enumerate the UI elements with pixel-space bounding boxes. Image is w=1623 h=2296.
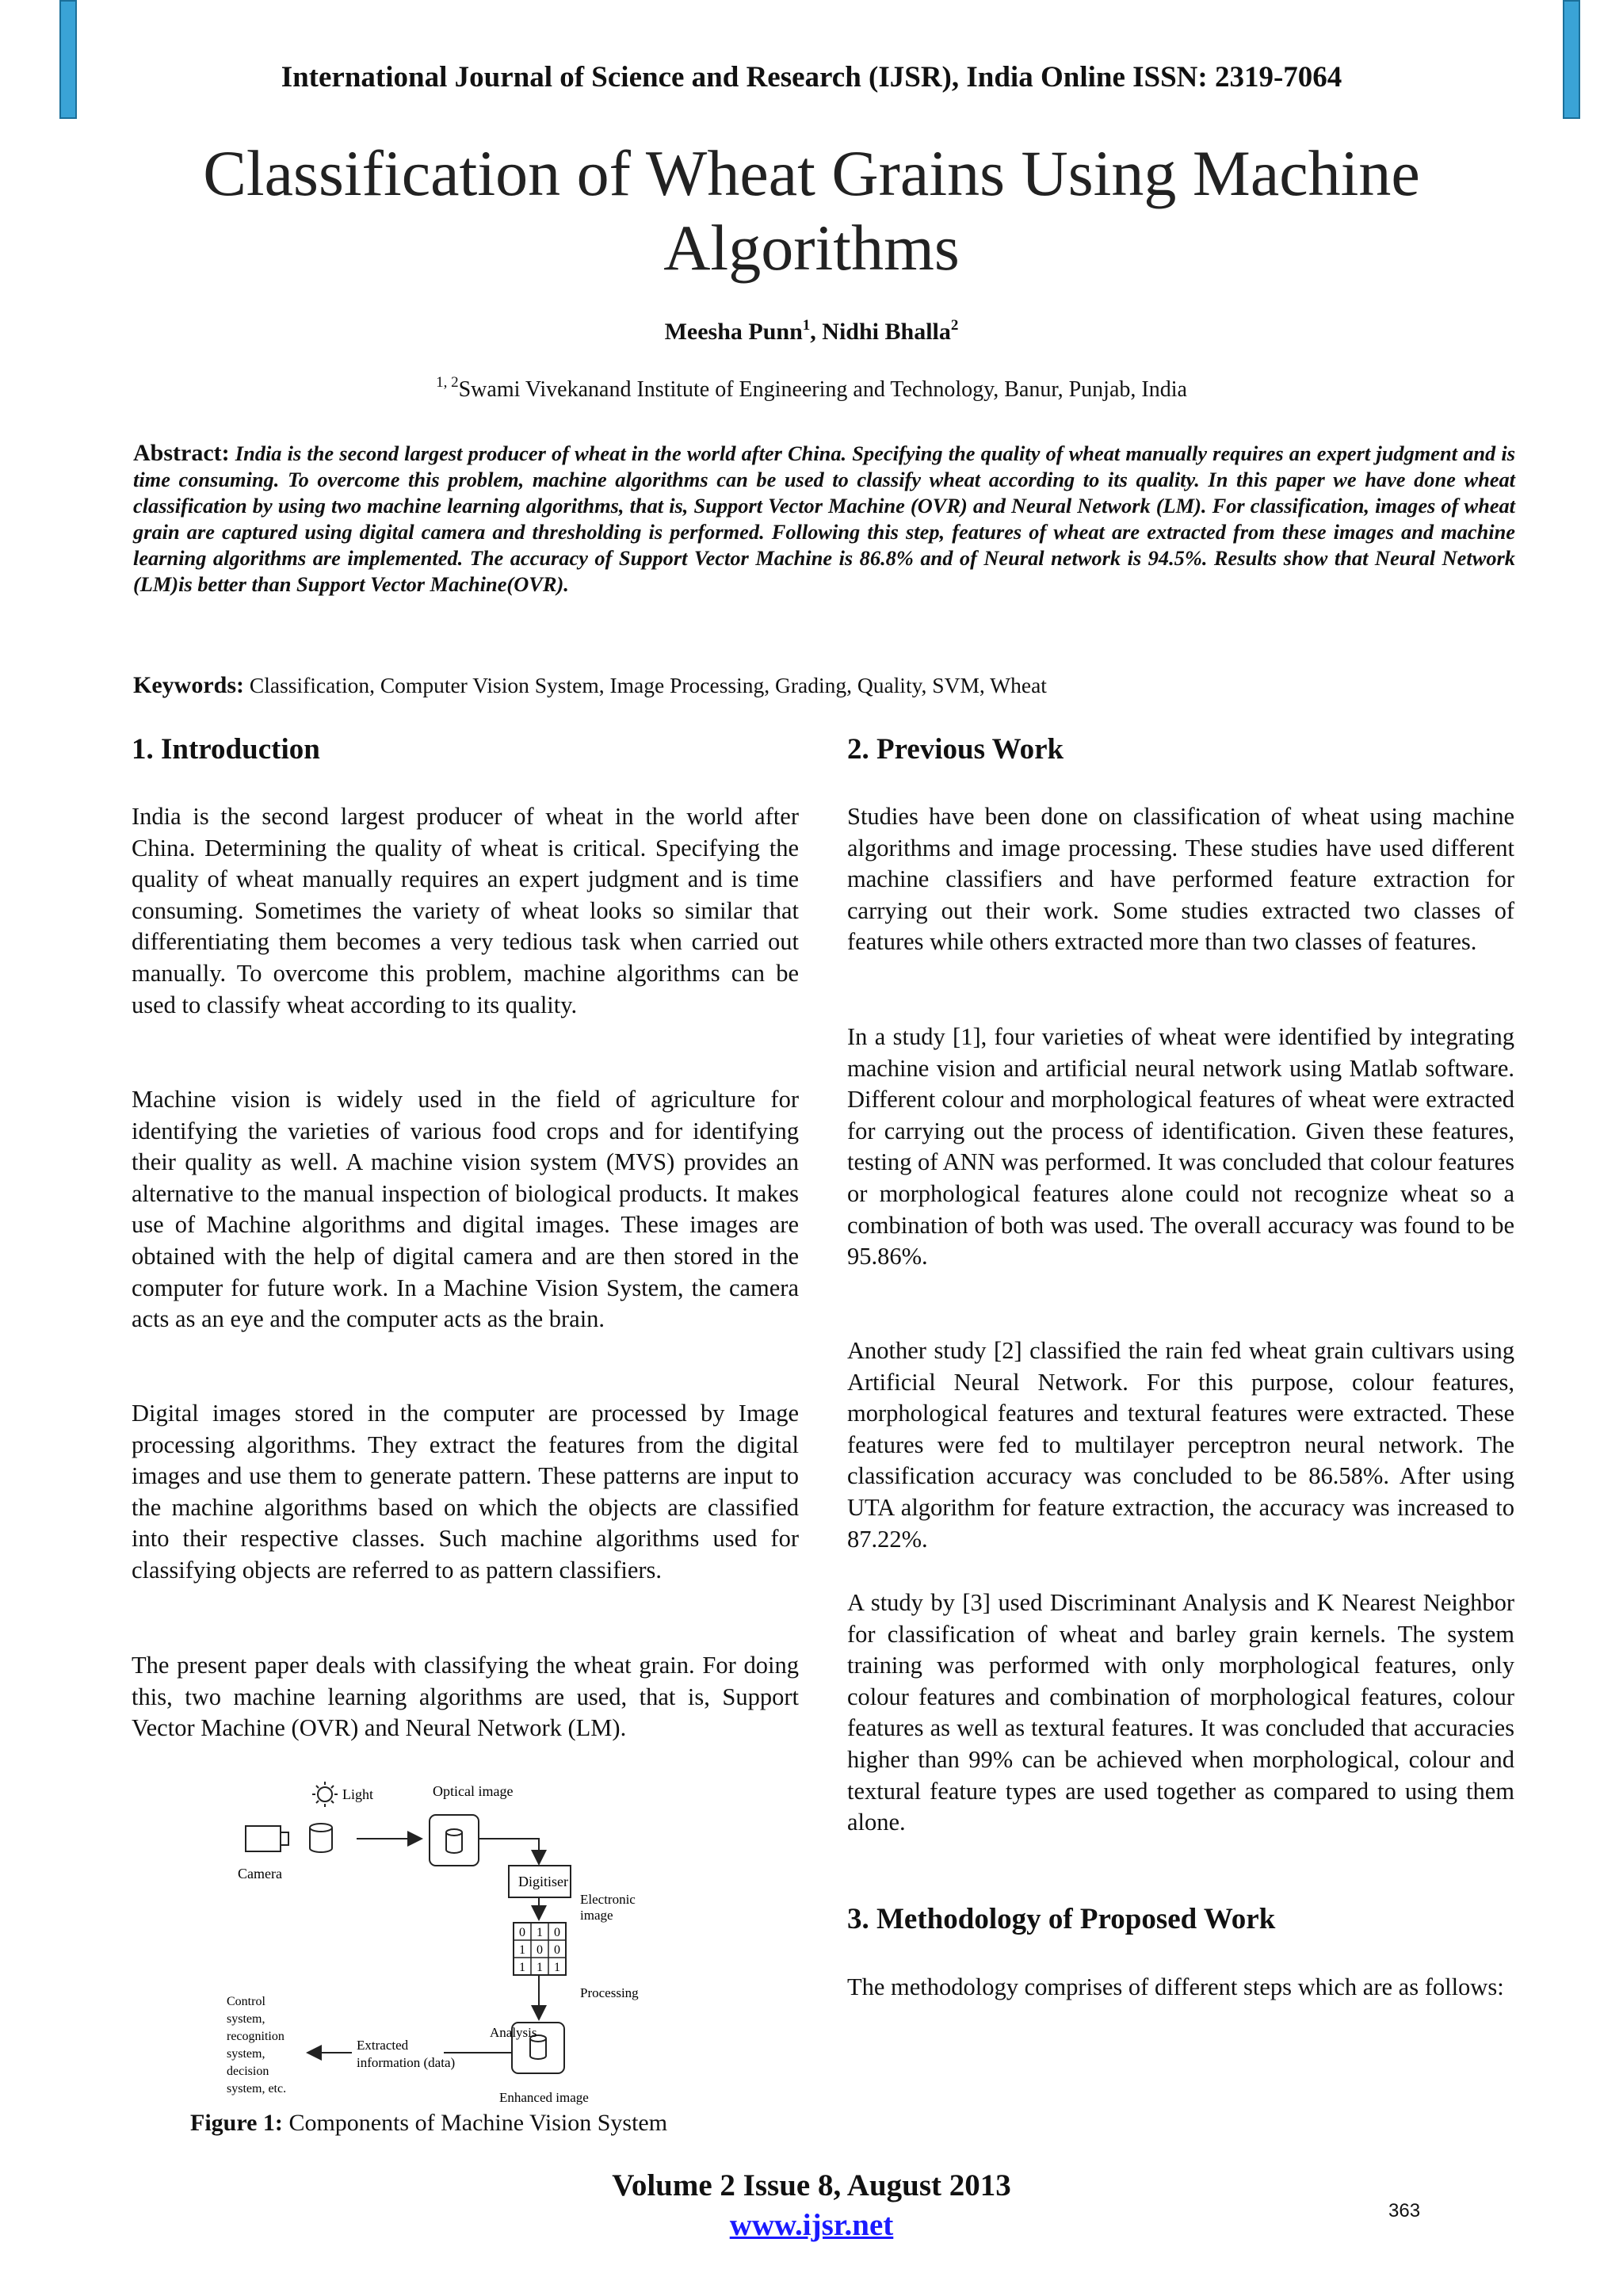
footer-volume: Volume 2 Issue 8, August 2013 <box>612 2168 1011 2202</box>
intro-heading: 1. Introduction <box>132 733 320 766</box>
intro-heading-block <box>132 732 799 767</box>
matrix-cell: 1 <box>554 1961 560 1974</box>
control-line: system, <box>227 2047 265 2061</box>
abstract-text: India is the second largest producer of wheat in the world after China. Specifying the quality of wheat manually requires an expert judgment and is time consuming. To overcome this problem, machine algorithms can be used to classify wheat according to its quality. In this paper we have done wheat classification by using two machine learning algorithms, that is, Support Vector Machine (OVR) and Neural Network (LM). For classification, images of wheat grain are captured using digital camera and thresholding is performed. Following this step, features of wheat are extracted from these images and machine learning algorithms are implemented. The accuracy of Support Vector Machine is 86.8% and of Neural network is 94.5%. Results show that Neural Network (LM)is better than Support Vector Machine(OVR). <box>133 441 1515 596</box>
intro-paragraph-2: Machine vision is widely used in the field of agriculture for identifying the varieties of various food crops and for identifying their quality as well. A machine vision system (MVS) provides an alternative to the manual inspection of biological products. It makes use of Machine algorithms and digital images. These images are obtained with the help of digital camera and are then stored in the computer for future work. In a Machine Vision System, the camera acts as an eye and the computer acts as the brain. <box>132 1086 799 1333</box>
previous-paragraph-4: A study by [3] used Discriminant Analysis and K Nearest Neighbor for classification of wheat and barley grain kernels. The system training was performed with only morphological features, only colour features and combination of morphological features, colour features as well as textural features. It was concluded that accuracies higher than 99% can be achieved when morphological, colour and textural feature types are used together as compared to using them alone. <box>847 1589 1514 1836</box>
methodology-heading-block <box>847 1902 1514 1937</box>
author-2: Nidhi Bhalla <box>822 319 951 345</box>
author-2-sup: 2 <box>950 317 959 334</box>
author-separator: , <box>810 319 823 345</box>
author-list <box>0 319 1623 346</box>
matrix-cell: 1 <box>519 1943 525 1957</box>
figure-1-caption-label: Figure 1: <box>190 2110 283 2136</box>
matrix-cell: 1 <box>537 1926 543 1939</box>
left-margin-bar <box>59 0 77 119</box>
control-line: system, etc. <box>227 2082 287 2095</box>
journal-url-link[interactable]: www.ijsr.net <box>729 2208 894 2242</box>
previous-work-heading: 2. Previous Work <box>847 733 1064 766</box>
figure-1-caption-text: Components of Machine Vision System <box>282 2110 668 2136</box>
matrix-cell: 0 <box>537 1943 543 1957</box>
object-cylinder-icon <box>310 1824 332 1852</box>
control-line: system, <box>227 2012 265 2026</box>
page-number: 363 <box>1388 2200 1421 2222</box>
matrix-cell: 0 <box>554 1926 560 1939</box>
control-line: Control <box>227 1995 265 2008</box>
intro-paragraph-3: Digital images stored in the computer are processed by Image processing algorithms. They extract the features from the digital images and use them to generate pattern. These patterns are input to the machine algorithms based on which the objects are classified into their respective classes. Such machine algorithms used for classifying objects are referred to as pattern classifiers. <box>132 1400 799 1584</box>
title-line-2: Algorithms <box>663 212 960 284</box>
previous-paragraph-2: In a study [1], four varieties of wheat were identified by integrating machine vision and artificial neural network using Matlab software. Different colour and morphological features of wheat were extracted for carrying out the process of identification. Given these features, testing of ANN was performed. It was concluded that colour features or morphological features alone could not recognize wheat so a combination of both was used. The overall accuracy was found to be 95.86%. <box>847 1023 1514 1270</box>
matrix-cell: 0 <box>519 1926 525 1939</box>
keywords-text: Classification, Computer Vision System, Image Processing, Grading, Quality, SVM, Wheat <box>249 673 1047 697</box>
figure-1-diagram <box>222 1759 729 2108</box>
enhanced-image-label: Enhanced image <box>499 2090 589 2105</box>
matrix-cell: 1 <box>537 1961 543 1974</box>
optical-image-label: Optical image <box>433 1783 514 1799</box>
author-1: Meesha Punn <box>664 319 803 345</box>
optical-image-box <box>430 1815 479 1866</box>
matrix-cell: 0 <box>554 1943 560 1957</box>
extracted-label-1: Extracted <box>357 2038 409 2053</box>
camera-lens-icon <box>281 1832 288 1845</box>
matrix-cell: 1 <box>519 1961 525 1974</box>
analysis-label: Analysis <box>490 2025 537 2040</box>
methodology-paragraph-1: The methodology comprises of different steps which are as follows: <box>847 1973 1504 2000</box>
affiliation-sup: 1, 2 <box>436 374 459 391</box>
pixel-matrix <box>514 1923 566 1975</box>
footer <box>0 2166 1623 2245</box>
processing-label: Processing <box>580 1985 639 2000</box>
paper-title <box>143 136 1480 285</box>
control-line: decision <box>227 2065 269 2078</box>
sun-icon <box>312 1782 338 1807</box>
right-margin-bar <box>1563 0 1580 119</box>
intro-paragraph-1: India is the second largest producer of wheat in the world after China. Determining the quality of wheat is critical. Specifying the quality of wheat manually requires an expert judgment and is time consuming. Sometimes the variety of wheat looks so similar that differentiating them becomes a very tedious task when carried out manually. To overcome this problem, machine algorithms can be used to classify wheat according to its quality. <box>132 803 799 1018</box>
keywords-label: Keywords: <box>133 672 244 698</box>
camera-label: Camera <box>238 1866 282 1881</box>
arrow-to-digitiser <box>479 1839 539 1862</box>
affiliation <box>0 374 1623 403</box>
digitiser-label: Digitiser <box>518 1874 568 1889</box>
title-line-1: Classification of Wheat Grains Using Machine <box>203 137 1420 209</box>
keywords <box>133 672 1515 699</box>
affiliation-text: Swami Vivekanand Institute of Engineering and Technology, Banur, Punjab, India <box>458 377 1187 402</box>
light-label: Light <box>342 1786 373 1802</box>
control-line: recognition <box>227 2030 285 2043</box>
previous-paragraph-3: Another study [2] classified the rain fed wheat grain cultivars using Artificial Neural Network. For this purpose, colour features, morphological features and textural features were extracted. These features were fed to multilayer perceptron neural network. The classification accuracy was concluded to be 86.58%. After using UTA algorithm for feature extraction, the accuracy was increased to 87.22%. <box>847 1337 1514 1553</box>
intro-paragraph-4: The present paper deals with classifying the wheat grain. For doing this, two machine learning algorithms are used, that is, Support Vector Machine (OVR) and Neural Network (LM). <box>132 1652 799 1742</box>
extracted-label-2: information (data) <box>357 2055 456 2070</box>
running-header: International Journal of Science and Research (IJSR), India Online ISSN: 2319-7064 <box>281 61 1342 94</box>
previous-heading-block <box>847 732 1514 767</box>
previous-paragraph-1: Studies have been done on classification of wheat using machine algorithms and image processing. These studies have used different machine classifiers and have performed feature extraction for carrying out their work. Some studies extracted two classes of features while others extracted more than two classes of features. <box>847 803 1514 956</box>
abstract-label: Abstract: <box>133 440 230 466</box>
electronic-image-label-1: Electronic <box>580 1892 636 1907</box>
methodology-heading: 3. Methodology of Proposed Work <box>847 1903 1276 1935</box>
figure-1-caption <box>190 2110 667 2137</box>
electronic-image-label-2: image <box>580 1908 613 1923</box>
abstract <box>133 440 1515 598</box>
camera-icon <box>246 1826 281 1851</box>
author-1-sup: 1 <box>802 317 811 334</box>
